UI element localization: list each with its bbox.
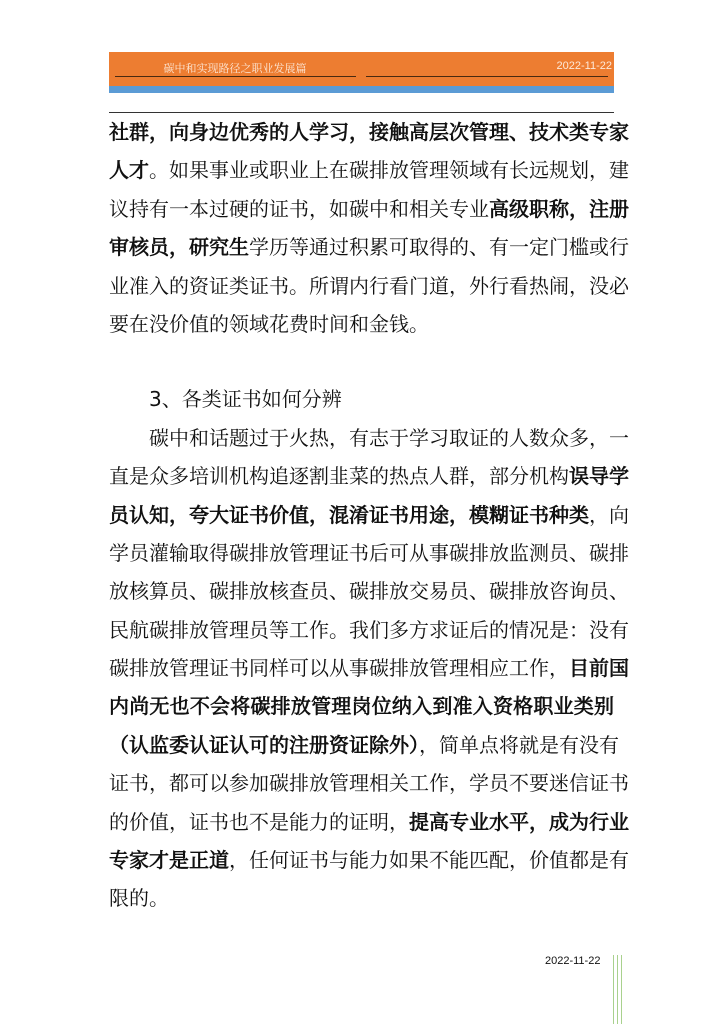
bold-text: 员认知，夸大证书价值，混淆证书用途，模糊证书种类 (109, 502, 589, 527)
bold-text: 人才 (109, 158, 149, 183)
section-heading (109, 380, 614, 418)
header-date: 2022-11-22 (556, 60, 612, 72)
text-line (109, 496, 629, 534)
text: 3、各类证书如何分辨 (149, 387, 342, 412)
bold-text: 社群，向身边优秀的人学习，接触高层次管理、技术类专家 (109, 120, 629, 144)
text-line (109, 419, 629, 457)
text-line (109, 611, 629, 649)
text: ，任何证书与能力如果不能匹配，价值都是有 (229, 848, 629, 873)
page-header-accent (109, 86, 614, 93)
text: 限的。 (109, 886, 169, 911)
text-line (109, 687, 614, 725)
text-line (109, 649, 629, 687)
document-body (109, 113, 629, 918)
text-line (109, 190, 629, 228)
text-line (109, 726, 619, 764)
header-title: 碳中和实现路径之职业发展篇 (163, 62, 307, 75)
bold-text: 审核员，研究生 (109, 235, 249, 260)
text: 的价值，证书也不是能力的证明， (109, 809, 409, 834)
text: 要在没价值的领域花费时间和金钱。 (109, 311, 429, 336)
text-line (109, 803, 629, 841)
text-line (109, 572, 629, 610)
header-underline-left (115, 76, 356, 77)
paragraph (109, 419, 629, 918)
text-line (109, 879, 614, 917)
paragraph-gap (109, 343, 614, 380)
footer-rule (613, 955, 614, 1024)
bold-text: 提高专业水平，成为行业 (409, 809, 629, 834)
text-line (109, 457, 629, 495)
bold-text: 专家才是正道 (109, 848, 229, 873)
text: 证书，都可以参加碳排放管理相关工作，学员不要迷信证书 (109, 771, 629, 796)
text: 民航碳排放管理员等工作。我们多方求证后的情况是：没有 (109, 617, 629, 642)
text: ，向 (589, 502, 629, 527)
paragraph (109, 113, 629, 343)
text: 碳排放管理证书同样可以从事碳排放管理相应工作， (109, 656, 569, 681)
header-underline-right (366, 76, 608, 77)
text: ，简单点将就是有没有 (419, 732, 619, 757)
footer-date: 2022-11-22 (545, 955, 601, 967)
bold-text: 目前国 (569, 656, 629, 681)
text-line (109, 841, 629, 879)
bold-text: 高级职称，注册 (489, 196, 629, 221)
text: 直是众多培训机构追逐割韭菜的热点人群，部分机构 (109, 464, 569, 489)
text-line (109, 380, 614, 418)
bold-text: 内尚无也不会将碳排放管理岗位纳入到准入资格职业类别 (109, 694, 614, 719)
footer-rule (621, 955, 622, 1024)
text: 碳中和话题过于火热，有志于学习取证的人数众多，一 (149, 425, 629, 450)
text-line (109, 534, 629, 572)
text: 放核算员、碳排放核查员、碳排放交易员、碳排放咨询员、 (109, 579, 629, 604)
bold-text: 误导学 (569, 464, 629, 489)
text-line (109, 305, 614, 343)
text-line (109, 228, 629, 266)
text: 议持有一本过硬的证书，如碳中和相关专业 (109, 196, 489, 221)
text: 学历等通过积累可取得的、有一定门槛或行 (249, 235, 629, 260)
text: 学员灌输取得碳排放管理证书后可从事碳排放监测员、碳排 (109, 540, 629, 565)
text-line (109, 267, 629, 305)
text-line (109, 151, 629, 189)
bold-text: （认监委认证认可的注册资证除外） (109, 732, 419, 757)
footer-rule (617, 955, 618, 1024)
text: 。如果事业或职业上在碳排放管理领域有长远规划，建 (149, 158, 629, 183)
text-line (109, 113, 629, 151)
text: 业准入的资证类证书。所谓内行看门道，外行看热闹，没必 (109, 273, 629, 298)
text-line (109, 764, 629, 802)
